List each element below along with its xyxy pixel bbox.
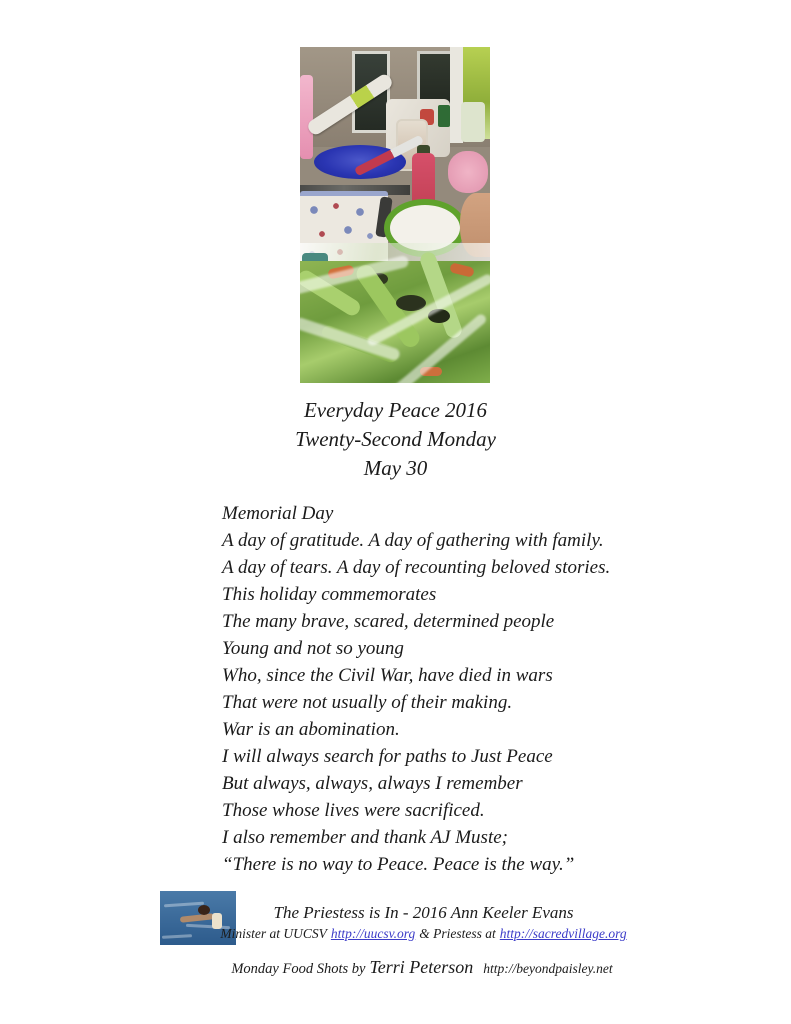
credit-prefix: Monday Food Shots by	[231, 961, 366, 977]
poem-line: Who, since the Civil War, have died in wars	[222, 665, 553, 686]
poem-line: Memorial Day	[222, 503, 334, 524]
byline-middle: & Priestess at	[419, 926, 496, 941]
poem	[222, 500, 682, 878]
photo-credit	[53, 957, 791, 978]
photo-pink-bottle	[300, 75, 313, 159]
food-table-photo	[300, 47, 490, 383]
uucsv-link[interactable]: http://uucsv.org	[330, 926, 416, 941]
poem-line: I will always search for paths to Just Peace	[222, 746, 553, 767]
poem-line: A day of tears. A day of recounting beloved stories.	[222, 557, 611, 578]
footer	[0, 885, 791, 955]
title-line: Twenty-Second Monday	[295, 427, 496, 451]
byline-prefix: Minister at UUCSV	[220, 926, 327, 941]
credit-name: Terri Peterson	[369, 957, 474, 977]
sacredvillage-link[interactable]: http://sacredvillage.org	[499, 926, 627, 941]
poem-line: A day of gratitude. A day of gathering with family.	[222, 530, 604, 551]
credit-url: http://beyondpaisley.net	[483, 961, 613, 976]
poem-line: But always, always, always I remember	[222, 773, 523, 794]
footer-title: The Priestess is In - 2016 Ann Keeler Evans	[273, 903, 574, 922]
poem-line: “There is no way to Peace. Peace is the way.”	[222, 854, 575, 875]
poem-line: I also remember and thank AJ Muste;	[222, 827, 508, 848]
poem-line: Those whose lives were sacrificed.	[222, 800, 485, 821]
photo-sky	[461, 102, 485, 142]
photo-pink-item	[448, 151, 488, 193]
footer-byline	[56, 926, 791, 942]
poem-line: The many brave, scared, determined people	[222, 611, 555, 632]
poem-line: That were not usually of their making.	[222, 692, 513, 713]
title-line: Everyday Peace 2016	[303, 398, 488, 422]
title-line: May 30	[363, 456, 428, 480]
poem-line: War is an abomination.	[222, 719, 400, 740]
post-title	[0, 396, 791, 483]
poem-line: Young and not so young	[222, 638, 404, 659]
footer-text	[56, 903, 791, 942]
photo-bag-label-green	[438, 105, 450, 127]
poem-line: This holiday commemorates	[222, 584, 437, 605]
